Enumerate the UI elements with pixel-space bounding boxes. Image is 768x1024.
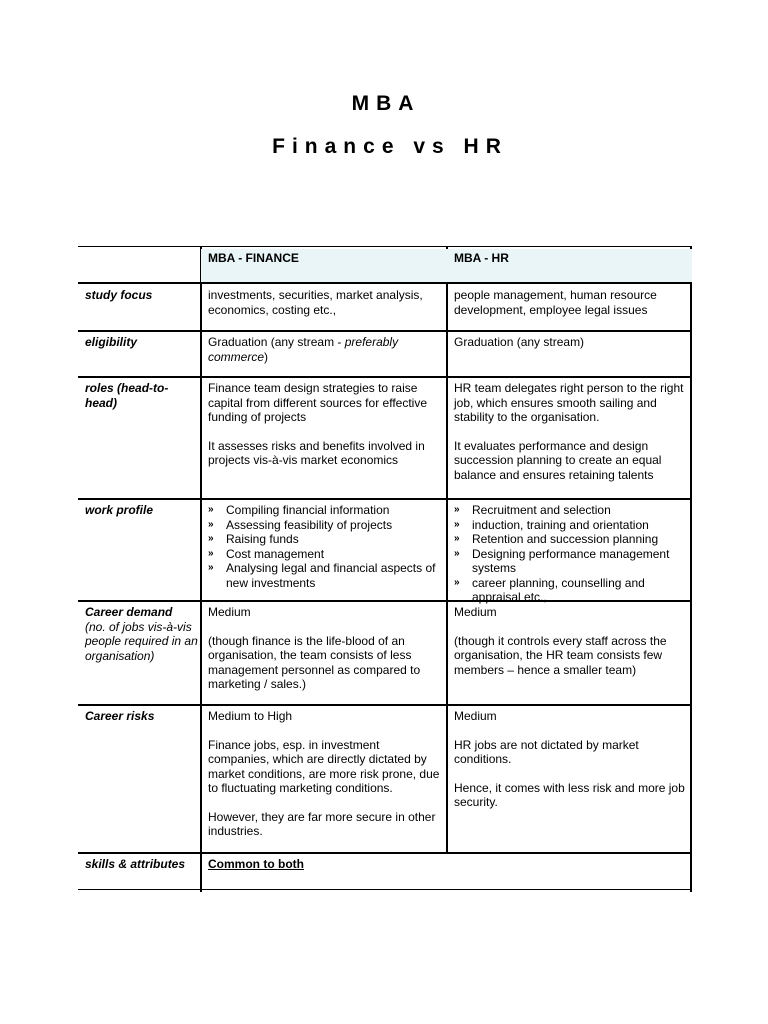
list-item-text: career planning, counselling and appraisal etc., bbox=[472, 575, 645, 604]
row-label: roles (head-to-head) bbox=[85, 381, 169, 410]
row-border bbox=[78, 889, 692, 890]
finance-cell bbox=[201, 499, 447, 590]
row-label bbox=[78, 601, 200, 663]
hr-paragraph: Medium bbox=[454, 709, 497, 723]
bullet-icon: » bbox=[454, 547, 460, 559]
document-title: MBA bbox=[351, 92, 421, 115]
finance-text: Graduation (any stream - bbox=[208, 335, 345, 349]
list-item-text: Compiling financial information bbox=[226, 503, 390, 517]
list-item-text: Retention and succession planning bbox=[472, 532, 659, 546]
bullet-icon: » bbox=[454, 533, 460, 544]
list-item-text: Designing performance management systems bbox=[472, 546, 670, 575]
list-item bbox=[454, 547, 688, 576]
bullet-icon: » bbox=[454, 504, 460, 515]
list-item-text: Cost management bbox=[226, 546, 325, 561]
hr-paragraph: It evaluates performance and design succession planning to create an equal balance and ensures retaining talents bbox=[454, 438, 662, 482]
hr-cell bbox=[447, 601, 692, 677]
hr-paragraph: (though it controls every staff across the organisation, the HR team consists few members – hence a smaller team) bbox=[454, 633, 667, 677]
list-item bbox=[208, 532, 443, 547]
row-skills bbox=[78, 853, 692, 892]
finance-cell bbox=[201, 331, 447, 364]
row-label: study focus bbox=[85, 288, 153, 302]
bullet-icon: » bbox=[208, 547, 214, 559]
row-study-focus bbox=[78, 284, 692, 331]
finance-paragraph: It assesses risks and benefits involved in projects vis-à-vis market economics bbox=[208, 438, 425, 467]
hr-paragraph: HR team delegates right person to the right job, which ensures smooth sailing and stability to the organisation. bbox=[454, 381, 684, 424]
common-text: Common to both bbox=[208, 857, 304, 871]
row-career-risks bbox=[78, 705, 692, 853]
hr-cell bbox=[447, 377, 692, 482]
bullet-icon: » bbox=[208, 504, 214, 515]
hr-paragraph: Hence, it comes with less risk and more job security. bbox=[454, 780, 685, 809]
list-item-text: Raising funds bbox=[226, 532, 299, 546]
finance-cell bbox=[201, 601, 447, 692]
row-label: skills & attributes bbox=[85, 857, 186, 871]
header-hr: MBA - HR bbox=[454, 251, 509, 265]
hr-paragraph: Medium bbox=[454, 605, 497, 619]
common-cell bbox=[201, 853, 681, 872]
row-career-demand bbox=[78, 601, 692, 705]
bullet-icon: » bbox=[454, 518, 460, 530]
row-work-profile bbox=[78, 499, 692, 602]
list-item bbox=[454, 518, 688, 533]
bullet-icon: » bbox=[208, 562, 214, 573]
hr-cell bbox=[447, 705, 692, 810]
list-item bbox=[208, 547, 443, 562]
header-finance: MBA - FINANCE bbox=[208, 251, 299, 265]
finance-paragraph: Finance jobs, esp. in investment companies, which are directly dictated by market conditions, are more risk prone, due to fluctuating marketing conditions. bbox=[208, 737, 440, 795]
finance-paragraph: However, they are far more secure in other industries. bbox=[208, 809, 436, 838]
hr-cell bbox=[447, 499, 692, 605]
row-label: Career risks bbox=[85, 709, 155, 723]
hr-paragraph: HR jobs are not dictated by market conditions. bbox=[454, 737, 639, 766]
hr-cell: people management, human resource development, employee legal issues bbox=[454, 288, 657, 317]
comparison-table bbox=[78, 246, 692, 892]
row-label-note: (no. of jobs vis-à-vis people required in an organisation) bbox=[85, 619, 198, 663]
list-item-text: Assessing feasibility of projects bbox=[226, 517, 393, 532]
list-item bbox=[454, 532, 688, 547]
list-item-text: induction, training and orientation bbox=[472, 517, 649, 532]
list-item-text: Analysing legal and financial aspects of new investments bbox=[226, 561, 436, 590]
bullet-icon: » bbox=[208, 533, 214, 544]
finance-cell bbox=[201, 377, 447, 468]
bullet-icon: » bbox=[454, 576, 460, 588]
bullet-icon: » bbox=[208, 518, 214, 530]
list-item bbox=[208, 503, 443, 518]
list-item bbox=[208, 518, 443, 533]
list-item bbox=[208, 561, 443, 590]
finance-paragraph: Finance team design strategies to raise capital from different sources for effective funding of projects bbox=[208, 381, 427, 424]
list-item bbox=[454, 503, 688, 518]
row-label-main: Career demand bbox=[85, 605, 173, 619]
finance-cell: investments, securities, market analysis, economics, costing etc., bbox=[208, 288, 423, 317]
hr-cell: Graduation (any stream) bbox=[454, 335, 585, 349]
finance-italic-text: preferably commerce bbox=[208, 335, 399, 364]
list-item-text: Recruitment and selection bbox=[472, 503, 611, 517]
finance-bullet-list bbox=[208, 503, 443, 590]
finance-paragraph: Medium to High bbox=[208, 709, 293, 723]
finance-cell bbox=[201, 705, 447, 839]
finance-close-text: ) bbox=[264, 349, 269, 364]
finance-paragraph: (though finance is the life-blood of an organisation, the team consists of less management personnel as compared to marketing / sales.) bbox=[208, 633, 421, 691]
row-roles bbox=[78, 377, 692, 499]
hr-bullet-list bbox=[454, 503, 688, 605]
row-label: work profile bbox=[85, 503, 154, 517]
finance-paragraph: Medium bbox=[208, 605, 251, 619]
row-label: eligibility bbox=[85, 335, 138, 349]
table-header-row bbox=[78, 246, 692, 283]
row-eligibility bbox=[78, 331, 692, 377]
document-subtitle: Finance vs HR bbox=[272, 135, 508, 158]
